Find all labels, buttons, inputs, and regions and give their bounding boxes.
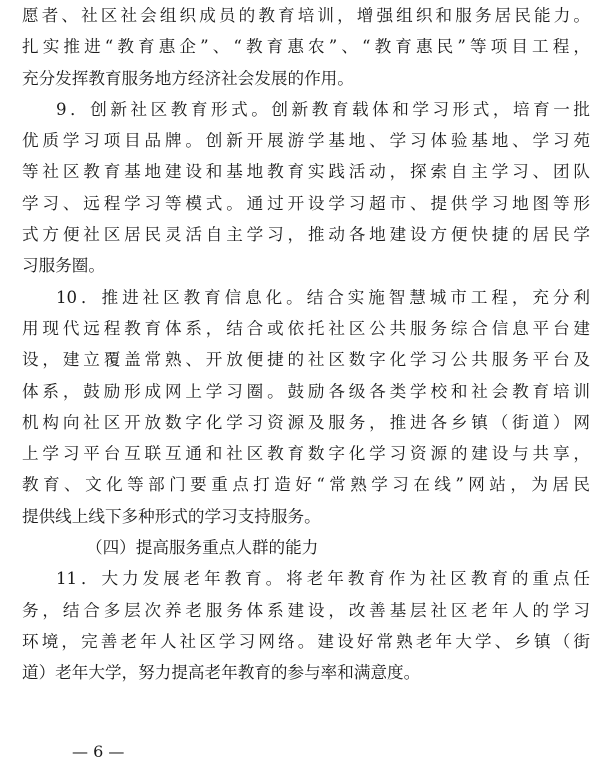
section-heading-text: （四）提高服务重点人群的能力 xyxy=(86,538,319,558)
text-line: 学习、远程学习等模式。通过开设学习超市、提供学习地图等形 xyxy=(22,193,590,213)
text-line: 优质学习项目品牌。创新开展游学基地、学习体验基地、学习苑 xyxy=(22,131,590,151)
section-heading xyxy=(22,532,590,563)
page-number: — 6 — xyxy=(72,742,125,761)
text-line: 愿者、社区社会组织成员的教育培训，增强组织和服务居民能力。 xyxy=(22,6,590,25)
text-line: 务，结合多层次养老服务体系建设，改善基层社区老年人的学习 xyxy=(22,600,590,620)
text-line: 机构向社区开放数字化学习资源及服务，推进各乡镇（街道）网 xyxy=(22,412,590,432)
text-line: 式方便社区居民灵活自主学习，推动各地建设方便快捷的居民学 xyxy=(22,225,590,245)
text-line: 环境，完善老年人社区学习网络。建设好常熟老年大学、乡镇（街 xyxy=(22,631,590,651)
text-line: 道）老年大学，努力提高老年教育的参与率和满意度。 xyxy=(22,663,421,683)
text-line: 10．推进社区教育信息化。结合实施智慧城市工程，充分利 xyxy=(56,287,590,307)
paragraph-continuation xyxy=(22,0,590,94)
text-line: 9．创新社区教育形式。创新教育载体和学习形式，培育一批 xyxy=(56,99,590,119)
paragraph-item-10 xyxy=(22,282,590,532)
text-line: 习服务圈。 xyxy=(22,256,105,276)
paragraph-item-11 xyxy=(22,563,590,688)
text-line: 提供线上线下多种形式的学习支持服务。 xyxy=(22,506,321,526)
text-line: 用现代远程教育体系，结合或依托社区公共服务综合信息平台建 xyxy=(22,318,590,338)
paragraph-item-9 xyxy=(22,94,590,282)
text-line: 充分发挥教育服务地方经济社会发展的作用。 xyxy=(22,68,354,88)
text-line: 11．大力发展老年教育。将老年教育作为社区教育的重点任 xyxy=(56,569,590,589)
text-line: 上学习平台互联互通和社区教育数字化学习资源的建设与共享， xyxy=(22,444,590,464)
text-line: 等社区教育基地建设和基地教育实践活动，探索自主学习、团队 xyxy=(22,162,590,182)
text-line: 教育、文化等部门要重点打造好“常熟学习在线”网站，为居民 xyxy=(22,475,590,495)
text-line: 体系，鼓励形成网上学习圈。鼓励各级各类学校和社会教育培训 xyxy=(22,381,590,401)
text-line: 扎实推进“教育惠企”、“教育惠农”、“教育惠民”等项目工程， xyxy=(22,37,590,57)
document-page xyxy=(22,0,590,689)
text-line: 设，建立覆盖常熟、开放便捷的社区数字化学习公共服务平台及 xyxy=(22,350,590,370)
